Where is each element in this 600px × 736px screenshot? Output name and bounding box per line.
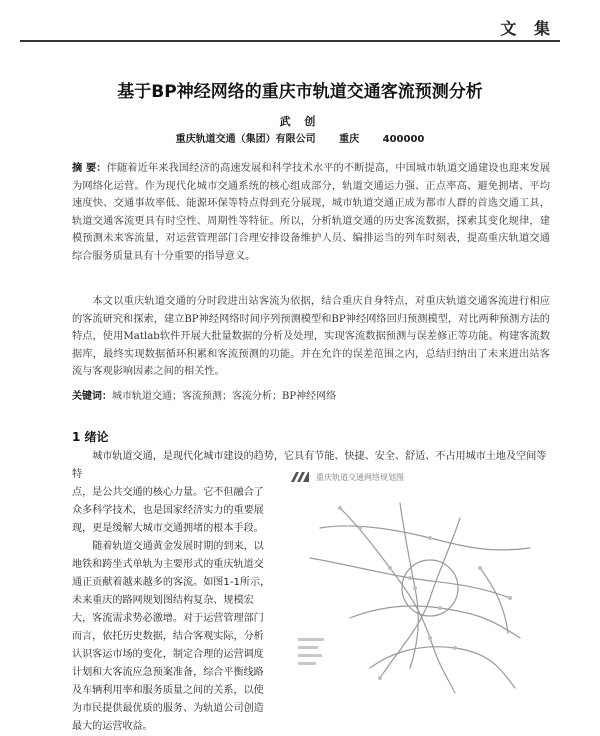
section-paragraph-2: 随着轨道交通黄金发展时期的到来，以地铁和跨坐式单轨为主要形式的重庆轨道交通正贡献着越来越多的客流。如图1-1所示，未来重庆的路网规划图结构复杂、规模宏大，客流需求势必激增。对于运营管理部门而言，依托历史数据，结合客观实际，分析认识客运市场的变化，制定合理的运营调度计划和大客流应急预案准备，综合平衡线路及车辆利用率和服务质量之间的关系，以使为市民提供最优质的服务、为轨道公司创造最大的运营收益。 bbox=[72, 541, 271, 732]
section-intro: 点，是公共交通的核心力量。它不但融合了众多科学技术，也是国家经济实力的重要展现，更是缓解大城市交通拥堵的根本手段。 bbox=[72, 487, 264, 534]
paper-affiliation bbox=[0, 130, 600, 145]
section-tag: 文 集 bbox=[500, 19, 556, 38]
section-heading: 1 绪论 bbox=[72, 430, 109, 444]
keywords-label: 关键词： bbox=[72, 391, 112, 402]
keywords bbox=[72, 387, 550, 402]
section-intro-line: 城市轨道交通，是现代化城市建设的趋势，它具有节能、快捷、安全、舒适、不占用城市土地及空间等特 bbox=[72, 451, 547, 480]
abstract-label: 摘 要： bbox=[72, 163, 107, 174]
network-map bbox=[280, 468, 560, 706]
summary-paragraph: 本文以重庆轨道交通的分时段进出站客流为依据，结合重庆自身特点，对重庆轨道交通客流进行相应的客流研究和探索，建立BP神经网络时间序列预测模型和BP神经网络回归预测模型，对比两种预测方法的特点，使用Matlab软件开展大批量数据的分析及处理，实现客流数据预测与误差修正等功能。构建客流数据库，最终实现数据循环积累和客流预测的功能。并在允许的误差范围之内，总结归纳出了未来进出站客流与客观影响因素之间的相关性。 bbox=[72, 296, 550, 378]
paper-author: 武 创 bbox=[279, 115, 321, 128]
network-map-figure bbox=[280, 468, 560, 706]
keywords-text: 城市轨道交通；客流预测；客流分析；BP神经网络 bbox=[112, 391, 337, 402]
affiliation-postcode: 400000 bbox=[382, 134, 425, 145]
section-body bbox=[72, 484, 272, 736]
paper-title: 基于BP神经网络的重庆市轨道交通客流预测分析 bbox=[117, 82, 483, 102]
affiliation-city: 重庆 bbox=[339, 134, 360, 145]
top-rule bbox=[20, 40, 560, 42]
abstract bbox=[72, 160, 550, 266]
affiliation-name: 重庆轨道交通（集团）有限公司 bbox=[175, 134, 316, 145]
figure-title: 重庆轨道交通网络规划图 bbox=[316, 473, 404, 482]
abstract-text: 伴随着近年来我国经济的高速发展和科学技术水平的不断提高，中国城市轨道交通建设也迎来发展为网络化运营。作为现代化城市交通系统的核心组成部分，轨道交通运力强、正点率高、避免拥堵、平均速度快、交通事故率低、能源环保等特点得到充分展现，城市轨道交通正成为都市人群的首选交通工具，轨道交通客流更具有时空性、周期性等特征。所以，分析轨道交通的历史客流数据，探索其变化规律，建模预测未来客流量，对运营管理部门合理安排设备维护人员、编排运当的列车时刻表，提高重庆轨道交通综合服务质量具有十分重要的指导意义。 bbox=[72, 163, 551, 262]
